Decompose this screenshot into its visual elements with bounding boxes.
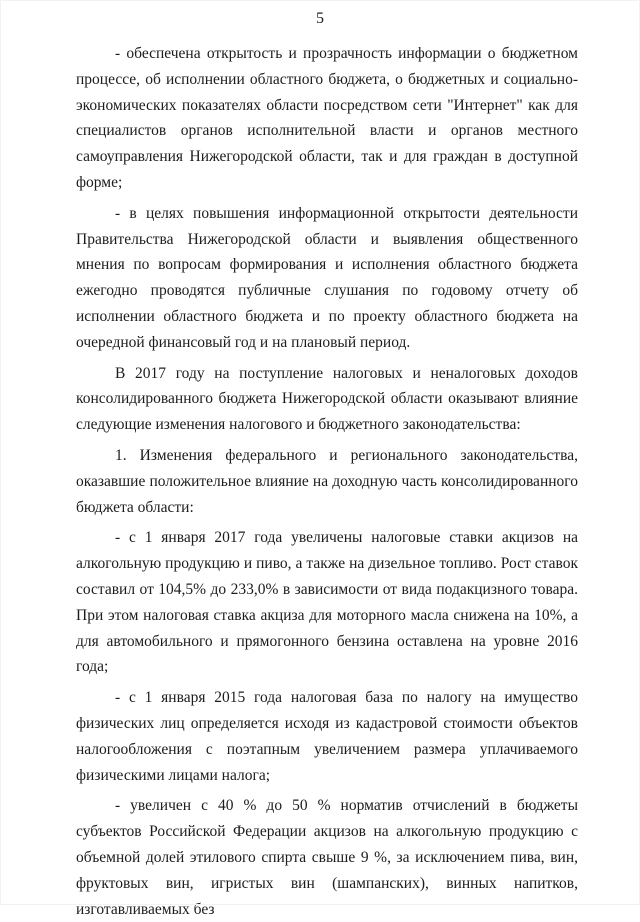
paragraph-transparency: - обеспечена открытость и прозрачность информации о бюджетном процессе, об исполнении областного бюджета, о бюджетных и социально-экономических показателях области посредством сети "Интернет" как для специалистов органов исполнительной власти и органов местного самоуправления Нижегородской области, так и для граждан в доступной форме;	[76, 45, 578, 191]
paragraph-excise-rates: - с 1 января 2017 года увеличены налоговые ставки акцизов на алкогольную продукцию и пиво, а также на дизельное топливо. Рост ставок составил от 104,5% до 233,0% в зависимости от вида подакцизного товара. При этом налоговая ставка акциза для моторного масла снижена на 10%, а для автомобильного и прямогонного бензина оставлена на уровне 2016 года;	[76, 529, 578, 676]
paragraph-legislation-intro: В 2017 году на поступление налоговых и неналоговых доходов консолидированного бюджета Нижегородской области оказывают влияние следующие изменения налогового и бюджетного законодательства:	[76, 364, 578, 434]
paragraph-positive-changes-heading: 1. Изменения федерального и регионального законодательства, оказавшие положительное влияние на доходную часть консолидированного бюджета области:	[76, 446, 578, 516]
paragraph-property-tax: - с 1 января 2015 года налоговая база по налогу на имущество физических лиц определяется исходя из кадастровой стоимости объектов налогообложения с поэтапным увеличением размера уплачиваемого физическими лицами налога;	[76, 689, 578, 784]
paragraph-public-hearings: - в целях повышения информационной открытости деятельности Правительства Нижегородской области и выявления общественного мнения по вопросам формирования и исполнения областного бюджета ежегодно проводятся публичные слушания по годовому отчету об исполнении областного бюджета и по проекту областного бюджета на очередной финансовый год и на плановый период.	[76, 204, 578, 351]
document-body	[76, 41, 578, 922]
paragraph-excise-standard: - увеличен с 40 % до 50 % норматив отчислений в бюджеты субъектов Российской Федерации акцизов на алкогольную продукцию с объемной долей этилового спирта свыше 9 %, за исключением пива, вин, фруктовых вин, игристых вин (шампанских), винных напитков, изготавливаемых без	[76, 797, 578, 918]
page-number: 5	[316, 10, 324, 27]
